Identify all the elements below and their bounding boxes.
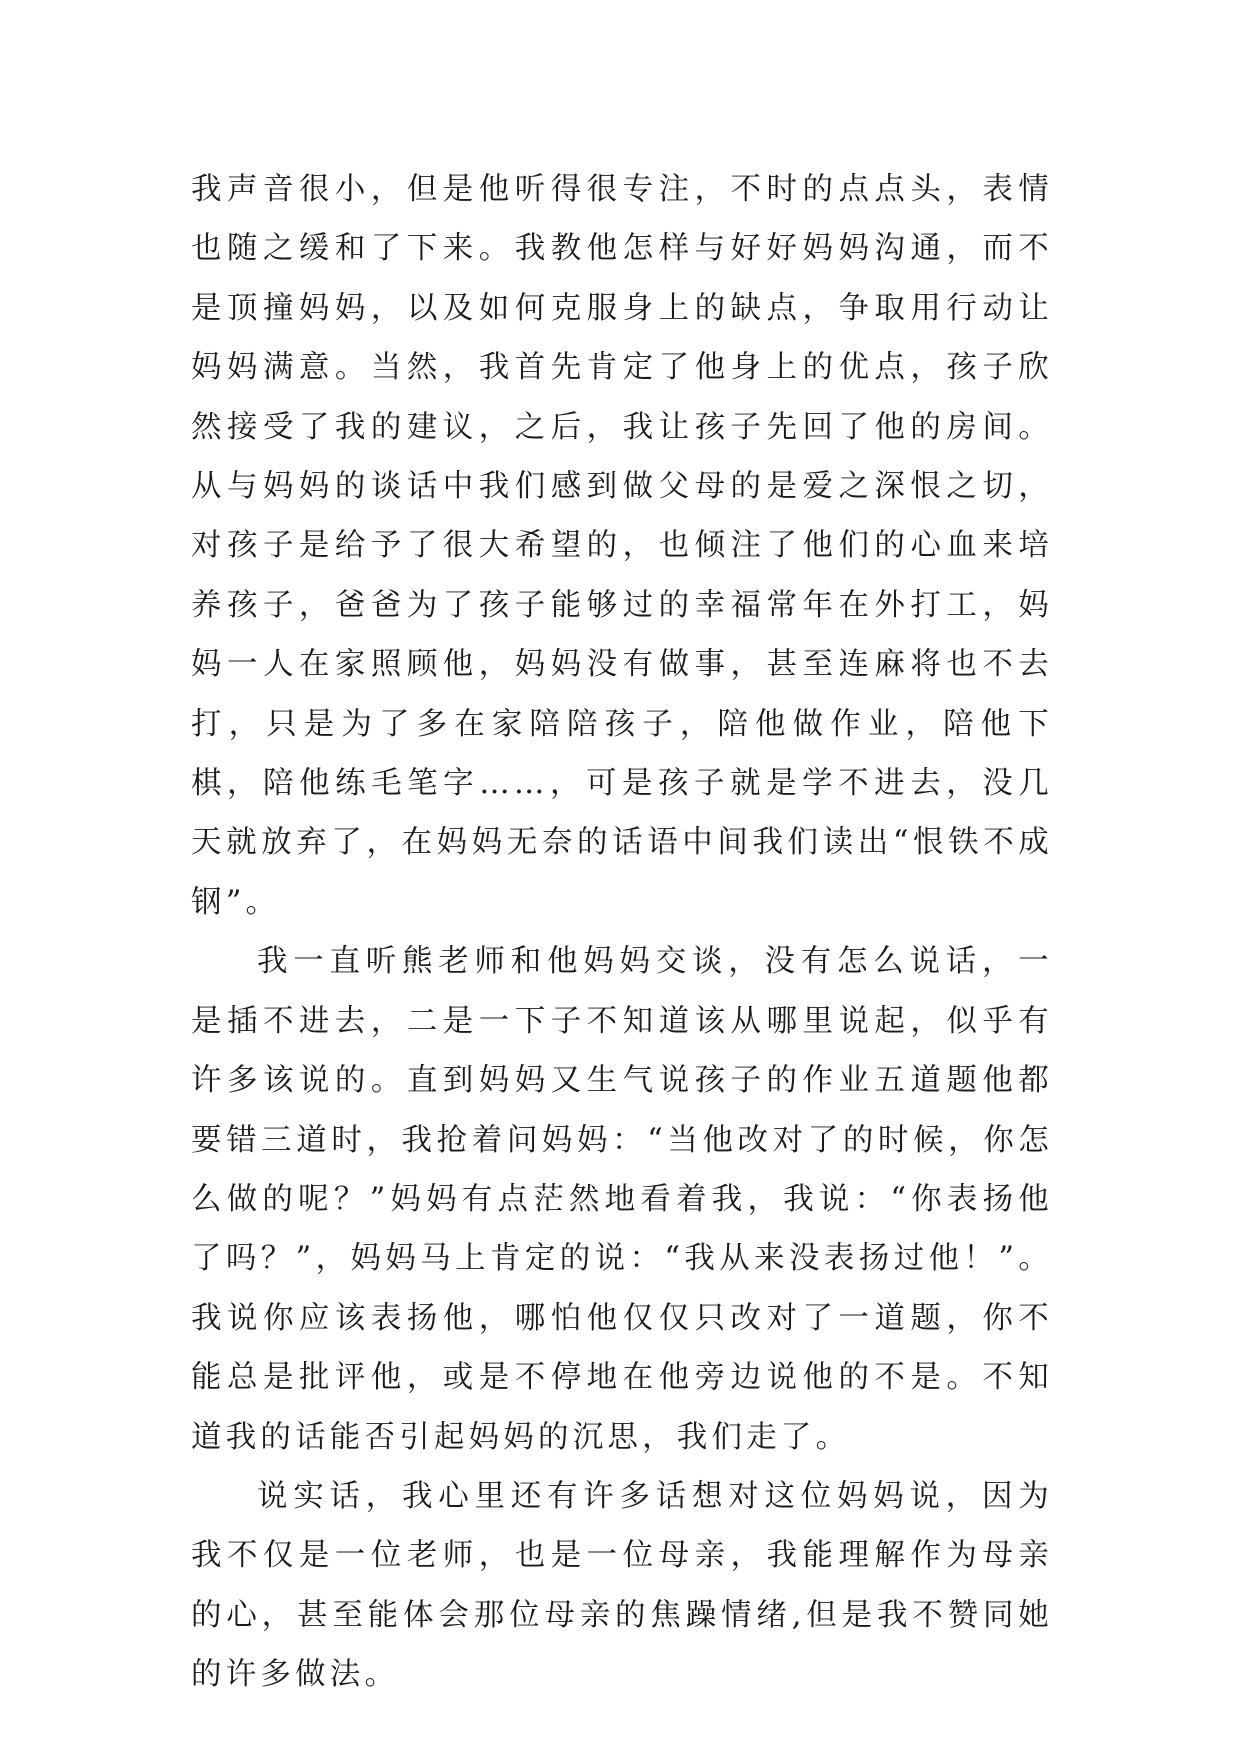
paragraph-1: 我声音很小，但是他听得很专注，不时的点点头，表情也随之缓和了下来。我教他怎样与好好妈妈沟通，而不是顶撞妈妈，以及如何克服身上的缺点，争取用行动让妈妈满意。当然，我首先肯定了他身上的优点，孩子欣然接受了我的建议，之后，我让孩子先回了他的房间。从与妈妈的谈话中我们感到做父母的是爱之深恨之切，对孩子是给予了很大希望的，也倾注了他们的心血来培养孩子，爸爸为了孩子能够过的幸福常年在外打工，妈妈一人在家照顾他，妈妈没有做事，甚至连麻将也不去打，只是为了多在家陪陪孩子，陪他做作业，陪他下棋，陪他练毛笔字……，可是孩子就是学不进去，没几天就放弃了，在妈妈无奈的话语中间我们读出“恨铁不成钢”。 [191,172,1053,920]
paragraph-2: 我一直听熊老师和他妈妈交谈，没有怎么说话，一是插不进去，二是一下子不知道该从哪里说起，似乎有许多该说的。直到妈妈又生气说孩子的作业五道题他都要错三道时，我抢着问妈妈：“当他改对了的时候，你怎么做的呢？”妈妈有点茫然地看着我，我说：“你表扬他了吗？”，妈妈马上肯定的说：“我从来没表扬过他！”。我说你应该表扬他，哪怕他仅仅只改对了一道题，你不能总是批评他，或是不停地在他旁边说他的不是。不知道我的话能否引起妈妈的沉思，我们走了。 [191,944,1053,1455]
document-body [191,160,1053,1705]
paragraph-3: 说实话，我心里还有许多话想对这位妈妈说，因为我不仅是一位老师，也是一位母亲，我能理解作为母亲的心，甚至能体会那位母亲的焦躁情绪,但是我不赞同她的许多做法。 [191,1478,1053,1693]
